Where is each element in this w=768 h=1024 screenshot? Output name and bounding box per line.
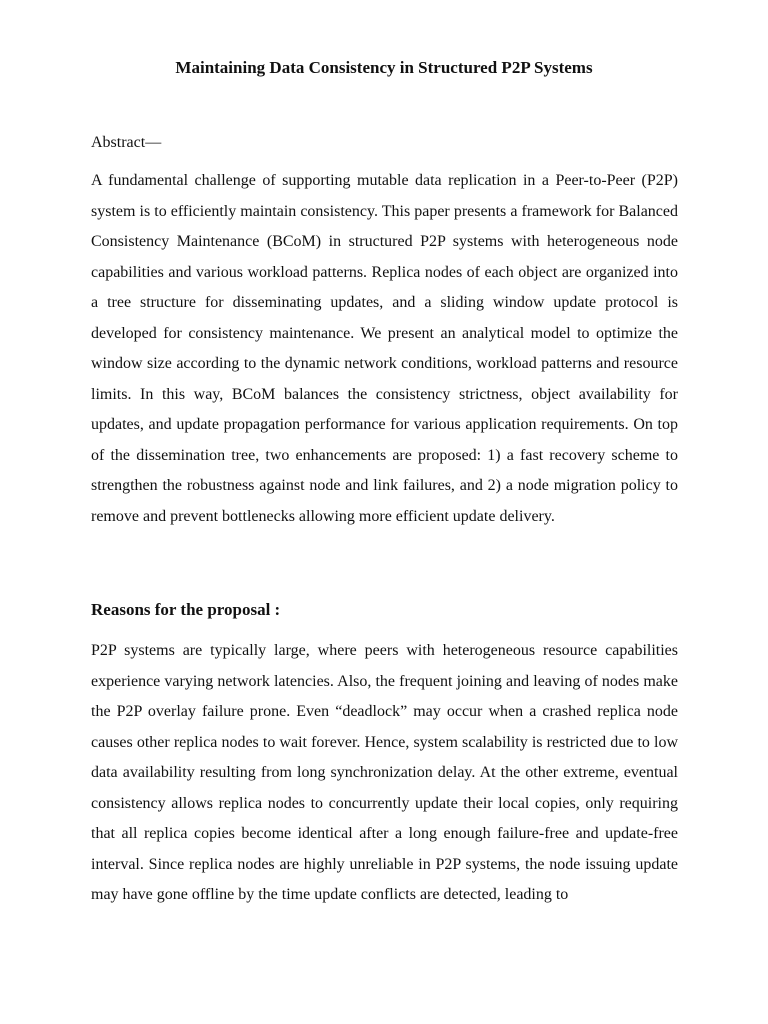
abstract-label: Abstract—: [91, 134, 162, 151]
section-heading: Reasons for the proposal :: [91, 600, 281, 619]
abstract-paragraph: A fundamental challenge of supporting mutable data replication in a Peer-to-Peer (P2P) system is to efficiently maintain consistency. This paper presents a framework for Balanced Consistency Maintenance (BCoM) in structured P2P systems with heterogeneous node capabilities and various workload patterns. Replica nodes of each object are organized into a tree structure for disseminating updates, and a sliding window update protocol is developed for consistency maintenance. We present an analytical model to optimize the window size according to the dynamic network conditions, workload patterns and resource limits. In this way, BCoM balances the consistency strictness, object availability for updates, and update propagation performance for various application requirements. On top of the dissemination tree, two enhancements are proposed: 1) a fast recovery scheme to strengthen the robustness against node and link failures, and 2) a node migration policy to remove and prevent bottlenecks allowing more efficient update delivery.: [91, 172, 678, 525]
section-paragraph: P2P systems are typically large, where peers with heterogeneous resource capabilities experience varying network latencies. Also, the frequent joining and leaving of nodes make the P2P overlay failure prone. Even “deadlock” may occur when a crashed replica node causes other replica nodes to wait forever. Hence, system scalability is restricted due to low data availability resulting from long synchronization delay. At the other extreme, eventual consistency allows replica nodes to concurrently update their local copies, only requiring that all replica copies become identical after a long enough failure-free and update-free interval. Since replica nodes are highly unreliable in P2P systems, the node issuing update may have gone offline by the time update conflicts are detected, leading to: [91, 642, 678, 903]
paper-title: Maintaining Data Consistency in Structured P2P Systems: [175, 58, 593, 77]
